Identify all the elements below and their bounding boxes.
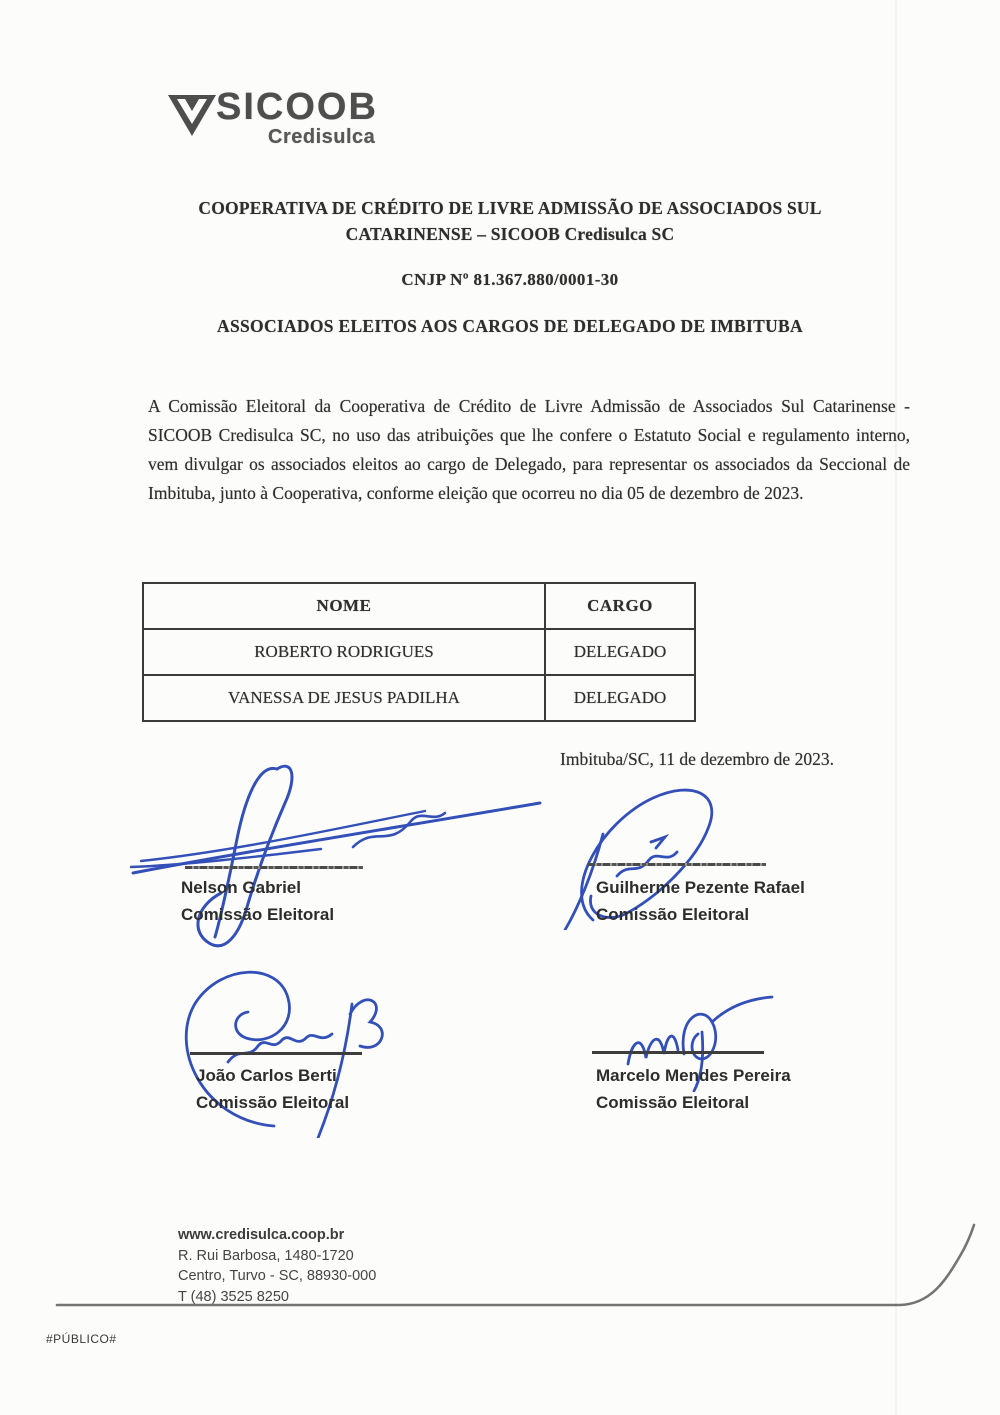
cell-name: VANESSA DE JESUS PADILHA bbox=[143, 675, 545, 721]
footer-address-line1: R. Rui Barbosa, 1480-1720 bbox=[178, 1247, 354, 1264]
signature-line bbox=[592, 1051, 764, 1054]
col-header-cargo: CARGO bbox=[545, 583, 695, 629]
title-line-2: CATARINENSE – SICOOB Credisulca SC bbox=[345, 224, 675, 244]
signature-line bbox=[588, 863, 766, 866]
footer-phone: T (48) 3525 8250 bbox=[178, 1288, 289, 1305]
signatory-role: Comissão Eleitoral bbox=[181, 905, 335, 924]
cooperative-title bbox=[140, 195, 880, 247]
signatory-block-2 bbox=[596, 874, 805, 928]
signature-line bbox=[185, 866, 363, 869]
cell-name: ROBERTO RODRIGUES bbox=[143, 629, 545, 675]
cell-cargo: DELEGADO bbox=[545, 629, 695, 675]
document-subject: ASSOCIADOS ELEITOS AOS CARGOS DE DELEGADO DE IMBITUBA bbox=[217, 316, 803, 336]
body-paragraph: A Comissão Eleitoral da Cooperativa de Crédito de Livre Admissão de Associados Sul Catarinense - SICOOB Credisulca SC, no uso das atribuições que lhe confere o Estatuto Social e regulamento interno, vem divulgar os associados eleitos ao cargo de Delegado, para representar os associados da Seccional de Imbituba, junto à Cooperativa, conforme eleição que ocorreu no dia 05 de dezembro de 2023. bbox=[148, 396, 910, 503]
sicoob-logo bbox=[168, 86, 428, 160]
footer-address-line2: Centro, Turvo - SC, 88930-000 bbox=[178, 1268, 377, 1284]
signatory-name: Guilherme Pezente Rafael bbox=[596, 878, 805, 897]
footer-swoosh-line bbox=[55, 1222, 980, 1317]
signatory-block-1 bbox=[181, 874, 334, 928]
col-header-nome: NOME bbox=[143, 583, 545, 629]
delegates-table bbox=[142, 582, 696, 722]
signatory-role: Comissão Eleitoral bbox=[596, 1093, 750, 1112]
cell-cargo: DELEGADO bbox=[545, 675, 695, 721]
classification-tag: #PÚBLICO# bbox=[46, 1332, 117, 1346]
logo-brand-text: SICOOB bbox=[216, 86, 378, 128]
signatory-name: João Carlos Berti bbox=[196, 1066, 337, 1085]
signatory-name: Marcelo Mendes Pereira bbox=[596, 1066, 791, 1085]
footer-website: www.credisulca.coop.br bbox=[178, 1227, 345, 1243]
signatory-block-3 bbox=[196, 1062, 349, 1116]
title-line-1: COOPERATIVA DE CRÉDITO DE LIVRE ADMISSÃO DE ASSOCIADOS SUL bbox=[198, 198, 822, 218]
signatory-block-4 bbox=[596, 1062, 791, 1116]
signature-line bbox=[190, 1052, 362, 1055]
table-row bbox=[143, 629, 695, 675]
logo-subbrand-text: Credisulca bbox=[268, 126, 376, 148]
cnpj-line: CNJP Nº 81.367.880/0001-30 bbox=[401, 270, 619, 289]
signatory-role: Comissão Eleitoral bbox=[596, 905, 750, 924]
sicoob-triangle-icon bbox=[168, 94, 216, 138]
signatory-role: Comissão Eleitoral bbox=[196, 1093, 350, 1112]
signatory-name: Nelson Gabriel bbox=[181, 878, 301, 897]
table-header-row bbox=[143, 583, 695, 629]
date-place-line: Imbituba/SC, 11 de dezembro de 2023. bbox=[560, 749, 834, 769]
table-row bbox=[143, 675, 695, 721]
